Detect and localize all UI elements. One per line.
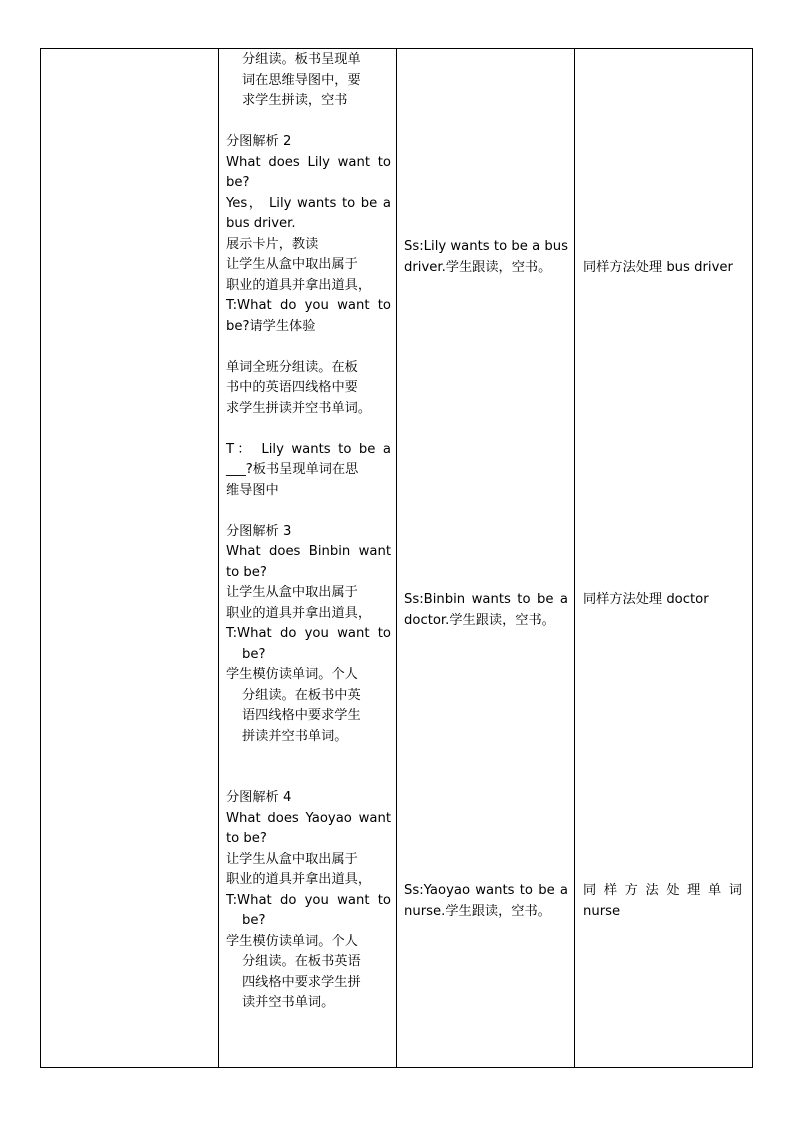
text-line: 同样方法处理单词 xyxy=(583,883,742,898)
text-line: doctor.学生跟读，空书。 xyxy=(404,612,555,628)
text-line: 展示卡片，教读 xyxy=(226,236,319,252)
student-activity-cell xyxy=(404,590,568,631)
text-line: be? xyxy=(242,646,266,662)
text-line: be? xyxy=(226,175,250,190)
column-divider xyxy=(574,49,575,1067)
text-line: 词在思维导图中，要 xyxy=(242,72,361,88)
text-line: 读并空书单词。 xyxy=(242,995,335,1010)
text-line: 维导图中 xyxy=(226,482,279,498)
section-heading: 分图解析 4 xyxy=(226,790,292,805)
text-line: What does Binbin want xyxy=(226,544,391,559)
text-line: 让学生从盒中取出属于 xyxy=(226,585,358,600)
section-heading: 分图解析 2 xyxy=(226,134,292,149)
design-intent-cell xyxy=(583,590,747,611)
teacher-activity-cell xyxy=(226,50,391,1014)
text-line: 同样方法处理 bus driver xyxy=(583,260,733,275)
text-line: bus driver. xyxy=(226,216,296,231)
section-heading: 分图解析 3 xyxy=(226,523,292,539)
text-line: nurse.学生跟读，空书。 xyxy=(404,903,551,919)
text-line: 拼读并空书单词。 xyxy=(242,728,348,744)
text-line: 求学生拼读，空书 xyxy=(242,93,348,108)
text-line: T:What do you want to xyxy=(226,626,391,641)
text-line: 求学生拼读并空书单词。 xyxy=(226,400,372,416)
text-line: What does Yaoyao want xyxy=(226,810,391,826)
text-line: 让学生从盒中取出属于 xyxy=(226,257,358,272)
text-line: 四线格中要求学生拼 xyxy=(242,974,361,990)
column-1-cell xyxy=(41,49,218,1067)
text-line: Yes， Lily wants to be a xyxy=(226,195,391,211)
text-line: 语四线格中要求学生 xyxy=(242,708,361,723)
text-line: 分组读。板书呈现单 xyxy=(242,52,361,67)
text-line: 职业的道具并拿出道具， xyxy=(226,872,372,887)
text-line: 分组读。在板书中英 xyxy=(242,687,361,703)
text-line: 同样方法处理 doctor xyxy=(583,592,709,607)
student-activity-cell xyxy=(404,237,568,278)
text-line: 书中的英语四线格中要 xyxy=(226,380,358,395)
design-intent-cell xyxy=(583,881,742,922)
text-line: T:What do you want to xyxy=(226,892,391,908)
design-intent-cell xyxy=(583,258,747,279)
text-line: Ss:Binbin wants to be a xyxy=(404,592,568,607)
text-line: ___?板书呈现单词在思 xyxy=(226,462,359,477)
text-line: 职业的道具并拿出道具， xyxy=(226,277,372,293)
text-line: 职业的道具并拿出道具， xyxy=(226,605,372,621)
column-divider xyxy=(396,49,397,1067)
text-line: T:What do you want to xyxy=(226,298,391,313)
text-line: to be? xyxy=(226,564,267,580)
text-line: nurse xyxy=(583,903,621,919)
text-line: 学生模仿读单词。个人 xyxy=(226,667,358,682)
student-activity-cell xyxy=(404,881,568,922)
text-line: driver.学生跟读，空书。 xyxy=(404,259,552,275)
text-line: 分组读。在板书英语 xyxy=(242,954,361,969)
text-line: to be? xyxy=(226,831,267,846)
text-line: 让学生从盒中取出属于 xyxy=(226,851,358,867)
text-line: be?请学生体验 xyxy=(226,318,316,334)
text-line: 学生模仿读单词。个人 xyxy=(226,933,358,949)
text-line: 单词全班分组读。在板 xyxy=(226,359,358,375)
text-line: Ss:Lily wants to be a bus xyxy=(404,239,568,254)
text-line: T： Lily wants to be a xyxy=(226,441,391,457)
text-line: Ss:Yaoyao wants to be a xyxy=(404,883,568,898)
column-divider xyxy=(218,49,219,1067)
text-line: be? xyxy=(242,913,266,928)
text-line: What does Lily want to xyxy=(226,154,391,170)
